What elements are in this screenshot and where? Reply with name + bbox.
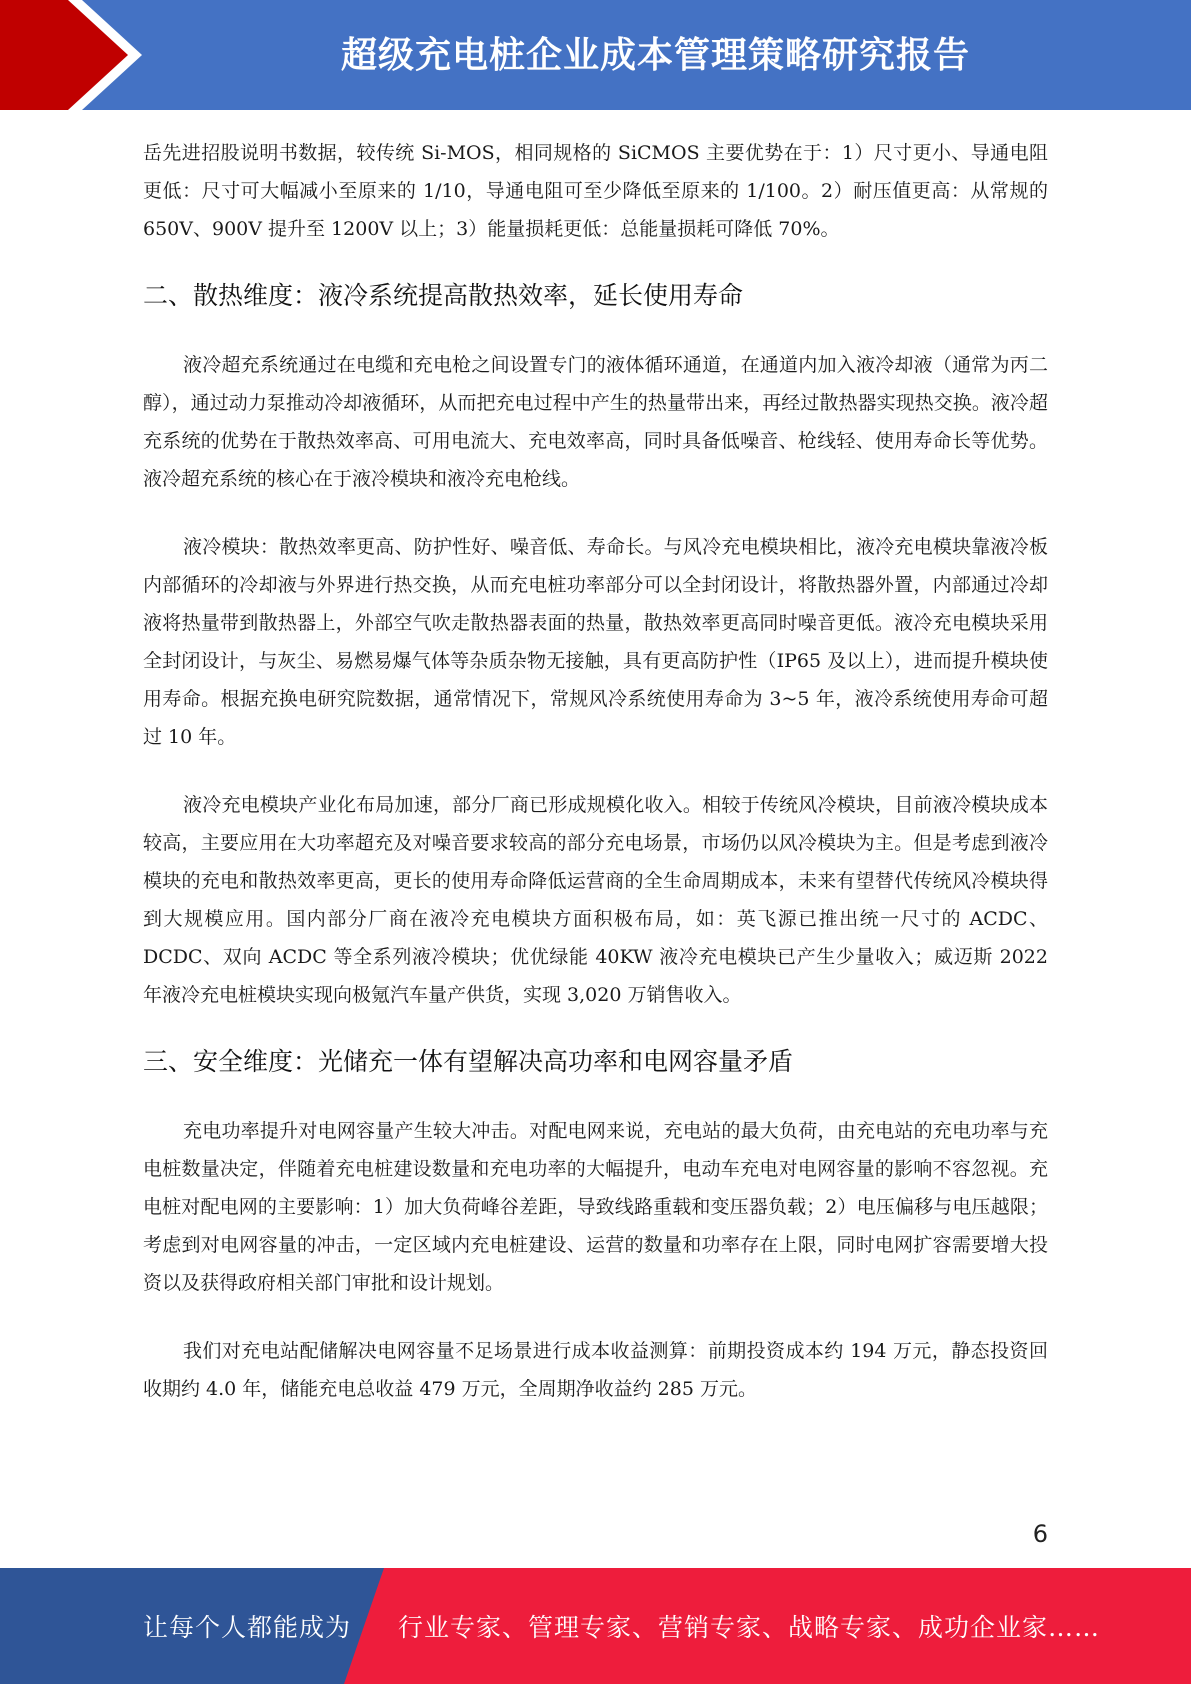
cooling-paragraph-2: 液冷模块：散热效率更高、防护性好、噪音低、寿命长。与风冷充电模块相比，液冷充电模块靠液冷板内部循环的冷却液与外界进行热交换，从而充电桩功率部分可以全封闭设计，将散热器外置，内部通过冷却液将热量带到散热器上，外部空气吹走散热器表面的热量，散热效率更高同时噪音更低。液冷充电模块采用全封闭设计，与灰尘、易燃易爆气体等杂质杂物无接触，具有更高防护性（IP65 及以上），进而提升模块使用寿命。根据充换电研究院数据，通常情况下，常规风冷系统使用寿命为 3~5 年，液冷系统使用寿命可超过 10 年。: [143, 536, 1048, 748]
page-number: 6: [1032, 1520, 1048, 1548]
footer-slogan-right: 行业专家、管理专家、营销专家、战略专家、成功企业家……: [398, 1613, 1101, 1642]
safety-paragraph-1: 充电功率提升对电网容量产生较大冲击。对配电网来说，充电站的最大负荷，由充电站的充电功率与充电桩数量决定，伴随着充电桩建设数量和充电功率的大幅提升，电动车充电对电网容量的影响不容忽视。充电桩对配电网的主要影响：1）加大负荷峰谷差距，导致线路重载和变压器负载；2）电压偏移与电压越限；考虑到对电网容量的冲击，一定区域内充电桩建设、运营的数量和功率存在上限，同时电网扩容需要增大投资以及获得政府相关部门审批和设计规划。: [143, 1120, 1048, 1294]
section-heading-safety: 三、安全维度：光储充一体有望解决高功率和电网容量矛盾: [143, 1047, 794, 1076]
report-title: 超级充电桩企业成本管理策略研究报告: [340, 35, 970, 76]
cooling-paragraph-3: 液冷充电模块产业化布局加速，部分厂商已形成规模化收入。相较于传统风冷模块，目前液冷模块成本较高，主要应用在大功率超充及对噪音要求较高的部分充电场景，市场仍以风冷模块为主。但是考虑到液冷模块的充电和散热效率更高，更长的使用寿命降低运营商的全生命周期成本，未来有望替代传统风冷模块得到大规模应用。国内部分厂商在液冷充电模块方面积极布局，如：英飞源已推出统一尺寸的 ACDC、DCDC、双向 ACDC 等全系列液冷模块；优优绿能 40KW 液冷充电模块已产生少量收入；威迈斯 2022 年液冷充电桩模块实现向极氪汽车量产供货，实现 3,020 万销售收入。: [143, 794, 1048, 1006]
page-footer: [0, 1568, 1191, 1684]
page-header: [0, 0, 1191, 110]
safety-paragraph-2: 我们对充电站配储解决电网容量不足场景进行成本收益测算：前期投资成本约 194 万元，静态投资回收期约 4.0 年，储能充电总收益 479 万元，全周期净收益约 285 万元。: [143, 1340, 1048, 1400]
document-body: [143, 134, 1048, 1408]
cooling-paragraph-1: 液冷超充系统通过在电缆和充电枪之间设置专门的液体循环通道，在通道内加入液冷却液（通常为丙二醇），通过动力泵推动冷却液循环，从而把充电过程中产生的热量带出来，再经过散热器实现热交换。液冷超充系统的优势在于散热效率高、可用电流大、充电效率高，同时具备低噪音、枪线轻、使用寿命长等优势。液冷超充系统的核心在于液冷模块和液冷充电枪线。: [143, 354, 1048, 490]
footer-slogan-left: 让每个人都能成为: [143, 1613, 352, 1642]
intro-paragraph: 岳先进招股说明书数据，较传统 Si-MOS，相同规格的 SiCMOS 主要优势在于：1）尺寸更小、导通电阻更低：尺寸可大幅减小至原来的 1/10，导通电阻可至少降低至原来的 1/100。2）耐压值更高：从常规的 650V、900V 提升至 1200V 以上；3）能量损耗更低：总能量损耗可降低 70%。: [143, 142, 1048, 240]
section-heading-cooling: 二、散热维度：液冷系统提高散热效率，延长使用寿命: [143, 281, 744, 310]
